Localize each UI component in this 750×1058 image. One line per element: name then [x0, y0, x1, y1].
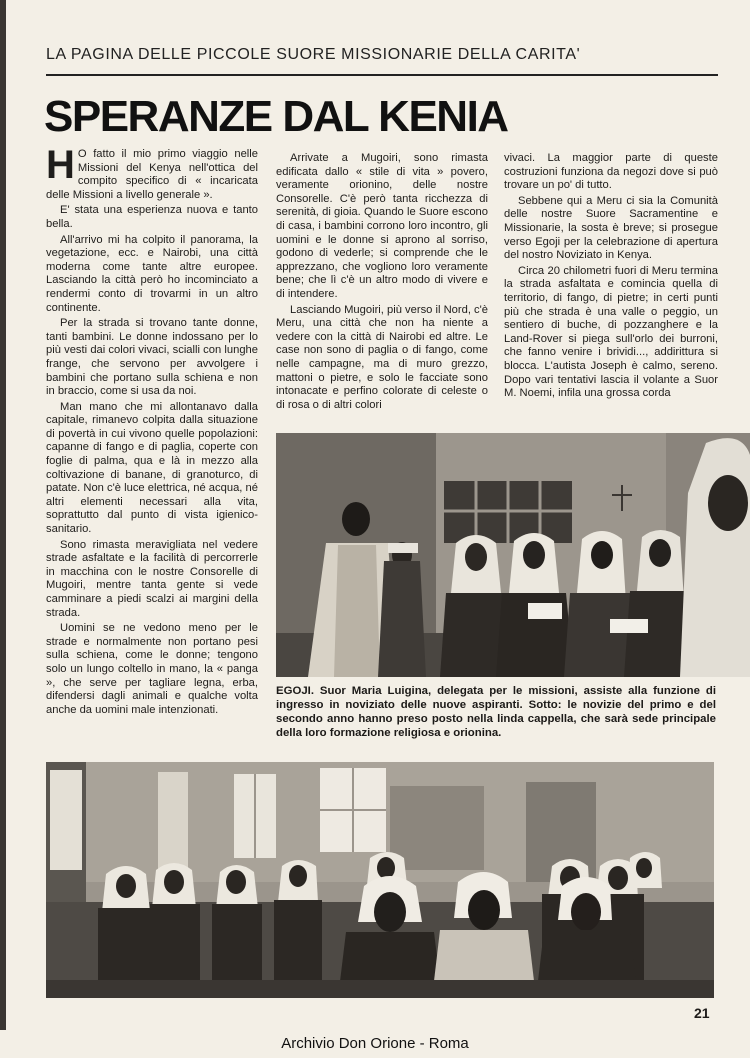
paragraph: Man mano che mi allontanavo dalla capitale, rimanevo colpita dalla situazione di povertà in cui vivono quelle popolazioni: capanne di fango e di paglia, coperte con foglie di palma, qua e là in mezzo alla coltivazione di banane, di granoturco, di patate. Non c'è luce elettrica, né acqua, né altri elementi necessari alla vita, soprattutto dal punto di vista igienico-sanitario.: [46, 400, 258, 536]
photo-caption: [276, 684, 716, 740]
paragraph: H O fatto il mio primo viaggio nelle Missioni del Kenya nell'ottica del compito specifico di « incaricata delle Missioni a livello generale ».: [46, 143, 258, 201]
magazine-page: [6, 0, 750, 1058]
text-column-3: [504, 152, 718, 403]
paragraph: Circa 20 chilometri fuori di Meru termina la strada asfaltata e comincia quella di territorio, di fango, di pietre; in certi punti più che strada è una valle o peggio, un sentiero di buche, di pozzanghere e la Land-Rover si piega sull'orlo dei burroni, che fanno venire i brividi..., addirittura si blocca. L'autista Joseph è calmo, sereno. Dopo vari tentativi lascia il volante a Suor M. Noemi, infila una grossa corda: [504, 264, 718, 400]
caption-text: Suor Maria Luigina, delegata per le missioni, assiste alla funzione di ingresso in noviziato delle nuove aspiranti. Sotto: le novizie del primo e del secondo anno hanno preso posto nella linda cappella, che sarà sede principale della loro formazione religiosa e orionina.: [276, 685, 716, 739]
paragraph: Per la strada si trovano tante donne, tanti bambini. Le donne indossano per lo più vesti dai colori vivaci, scialli con lunghe frange, che servono per avvolgere i bambini che portano sulla schiena e non in braccio, come si usa da noi.: [46, 317, 258, 398]
paragraph: Sono rimasta meravigliata nel vedere strade asfaltate e la facilità di percorrerle in macchina con le nostre Consorelle di Mugoiri, mentre tanta gente si vede camminare a piedi scalzi ai margini della strada.: [46, 538, 258, 619]
photo-chapel: [46, 762, 714, 998]
paragraph: E' stata una esperienza nuova e tanto bella.: [46, 204, 258, 230]
text-column-2: [276, 152, 488, 414]
photo-ceremony: [276, 433, 750, 677]
drop-cap: H: [46, 143, 75, 187]
text-column-1: [46, 143, 258, 719]
paragraph: All'arrivo mi ha colpito il panorama, la vegetazione, ecc. e Nairobi, una città moderna come tante altre europee. Lasciando la città però ho incominciato a rendermi conto di trovarmi in un altro continente.: [46, 233, 258, 314]
paragraph: vivaci. La maggior parte di queste costruzioni funziona da negozi dove si può trovare un po' di tutto.: [504, 152, 718, 192]
header-rule: [46, 74, 718, 76]
paragraph: Arrivate a Mugoiri, sono rimasta edificata dallo « stile di vita » povero, veramente orionino, delle nostre Consorelle. C'è però tanta ricchezza di serenità, di gioia. Quando le Suore escono di casa, i bambini corrono loro incontro, gli uomini e le donne si aprono al sorriso, godono di vederle; si comprende che le apprezzano, che vogliono loro veramente bene; che lì c'è un altro modo di vivere e di intendere.: [276, 152, 488, 300]
paragraph: Lasciando Mugoiri, più verso il Nord, c'è Meru, una città che non ha niente a vedere con la città di Nairobi ed altre. Le case non sono di paglia o di fango, come nelle campagne, ma di muro grezzo, mattoni o pietre, e solo le facciate sono intonacate e perfino colorate di celeste o di rosa o di altri colori: [276, 303, 489, 411]
section-header: LA PAGINA DELLE PICCOLE SUORE MISSIONARIE DELLA CARITA': [46, 46, 581, 63]
article-title: SPERANZE DAL KENIA: [44, 92, 508, 141]
caption-lead: EGOJI.: [276, 685, 314, 697]
paragraph: Uomini se ne vedono meno per le strade e normalmente non portano pesi sulla schiena, come le donne; tengono solo un lungo coltello in mano, la « panga », che serve per tagliare legna, erba, difendersi dagli animali e qualche volta anche da uomini male intenzionati.: [46, 622, 258, 716]
page-number: 21: [694, 1005, 710, 1021]
archive-footer: Archivio Don Orione - Roma: [0, 1030, 750, 1058]
paragraph: Sebbene qui a Meru ci sia la Comunità delle nostre Suore Sacramentine e Missionarie, la sosta è breve; si prosegue verso Egoji per la celebrazione di apertura del nostro Noviziato in Kenya.: [504, 194, 718, 262]
